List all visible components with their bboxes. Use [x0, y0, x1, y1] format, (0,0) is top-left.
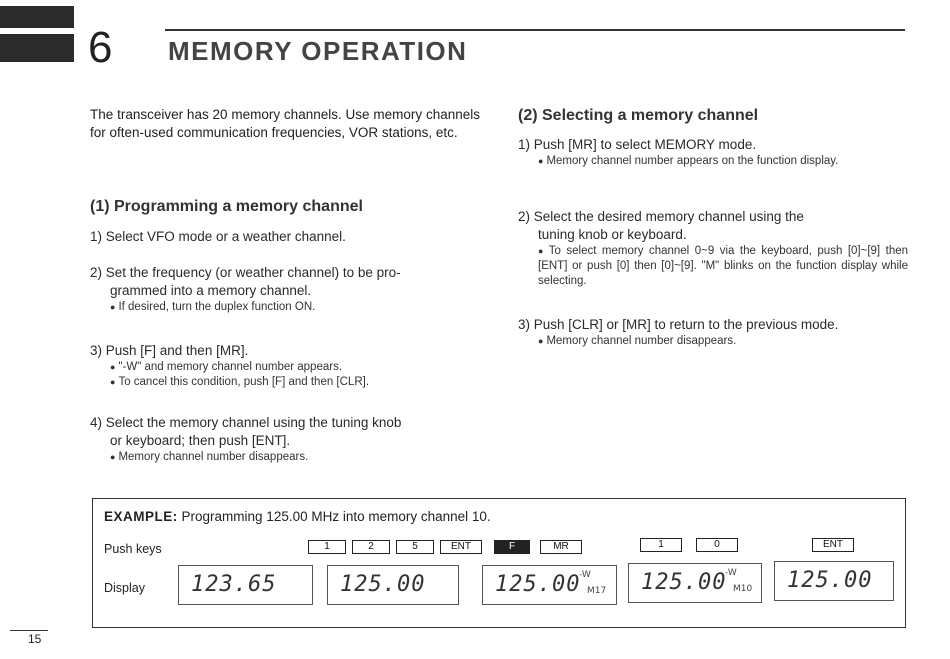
lcd-w-indicator: -W [579, 570, 591, 580]
chapter-title: MEMORY OPERATION [168, 36, 468, 66]
header-rule [165, 29, 905, 31]
key-1: 1 [308, 540, 346, 554]
lcd-display [327, 565, 459, 605]
lcd-display [482, 565, 617, 605]
step-text: 3) Push [F] and then [MR]. [90, 343, 249, 358]
lcd-w-indicator: -W [725, 568, 737, 578]
page-number: 15 [28, 632, 42, 646]
page-number-rule [10, 630, 48, 631]
key-ent: ENT [812, 538, 854, 552]
chapter-tab-block [0, 6, 74, 28]
lcd-channel-indicator: M10 [733, 584, 753, 594]
step-note: ● Memory channel number disappears. [110, 451, 309, 463]
step-note: ● If desired, turn the duplex function ON. [110, 301, 316, 313]
display-label: Display [104, 581, 145, 595]
key-1: 1 [640, 538, 682, 552]
key-f: F [494, 540, 530, 554]
step-note: ● Memory channel number disappears. [538, 335, 737, 347]
step-text-cont: tuning knob or keyboard. [538, 227, 687, 242]
step [90, 414, 482, 465]
lcd-value: 123.65 [191, 572, 277, 597]
lcd-value: 125.00 [340, 572, 426, 597]
step-note: ● Memory channel number appears on the function display. [538, 155, 839, 167]
step [518, 208, 908, 289]
key-mr: MR [540, 540, 582, 554]
step-note: ● "-W" and memory channel number appears. [110, 361, 343, 373]
lcd-value: 125.00 [787, 568, 873, 593]
example-title: EXAMPLE: Programming 125.00 MHz into memory channel 10. [104, 509, 491, 524]
step-text: 1) Push [MR] to select MEMORY mode. [518, 137, 757, 152]
step [518, 316, 913, 349]
lcd-display [628, 563, 762, 603]
lcd-value: 125.00 [641, 570, 727, 595]
intro-paragraph: The transceiver has 20 memory channels. Use memory channels for often-used communication frequencies, VOR stations, etc. [90, 107, 480, 140]
chapter-tab-block [0, 34, 74, 62]
lcd-channel-indicator: M17 [587, 586, 607, 596]
step-text-cont: or keyboard; then push [ENT]. [110, 433, 291, 448]
step [90, 228, 490, 246]
step-text-cont: grammed into a memory channel. [110, 283, 312, 298]
step-text: 2) Select the desired memory channel using the [518, 209, 804, 224]
key-0: 0 [696, 538, 738, 552]
chapter-number: 6 [88, 23, 113, 72]
step-note: ● To cancel this condition, push [F] and then [CLR]. [110, 376, 370, 388]
section-heading-programming: (1) Programming a memory channel [90, 198, 363, 215]
step [90, 264, 482, 315]
step [518, 136, 908, 169]
key-5: 5 [396, 540, 434, 554]
lcd-display [774, 561, 894, 601]
step-text: 1) Select VFO mode or a weather channel. [90, 229, 346, 244]
push-keys-label: Push keys [104, 542, 162, 556]
step-note: ● To select memory channel 0~9 via the keyboard, push [0]~[9] then [ENT] or push [0] then [0]~[9]. "M" blinks on the function display while selecting. [538, 245, 909, 287]
key-2: 2 [352, 540, 390, 554]
lcd-display [178, 565, 313, 605]
section-heading-selecting: (2) Selecting a memory channel [518, 107, 759, 124]
key-ent: ENT [440, 540, 482, 554]
step-text: 3) Push [CLR] or [MR] to return to the previous mode. [518, 317, 839, 332]
step-text: 4) Select the memory channel using the tuning knob [90, 415, 402, 430]
lcd-value: 125.00 [495, 572, 581, 597]
step-text: 2) Set the frequency (or weather channel) to be pro- [90, 265, 401, 280]
step [90, 342, 490, 390]
